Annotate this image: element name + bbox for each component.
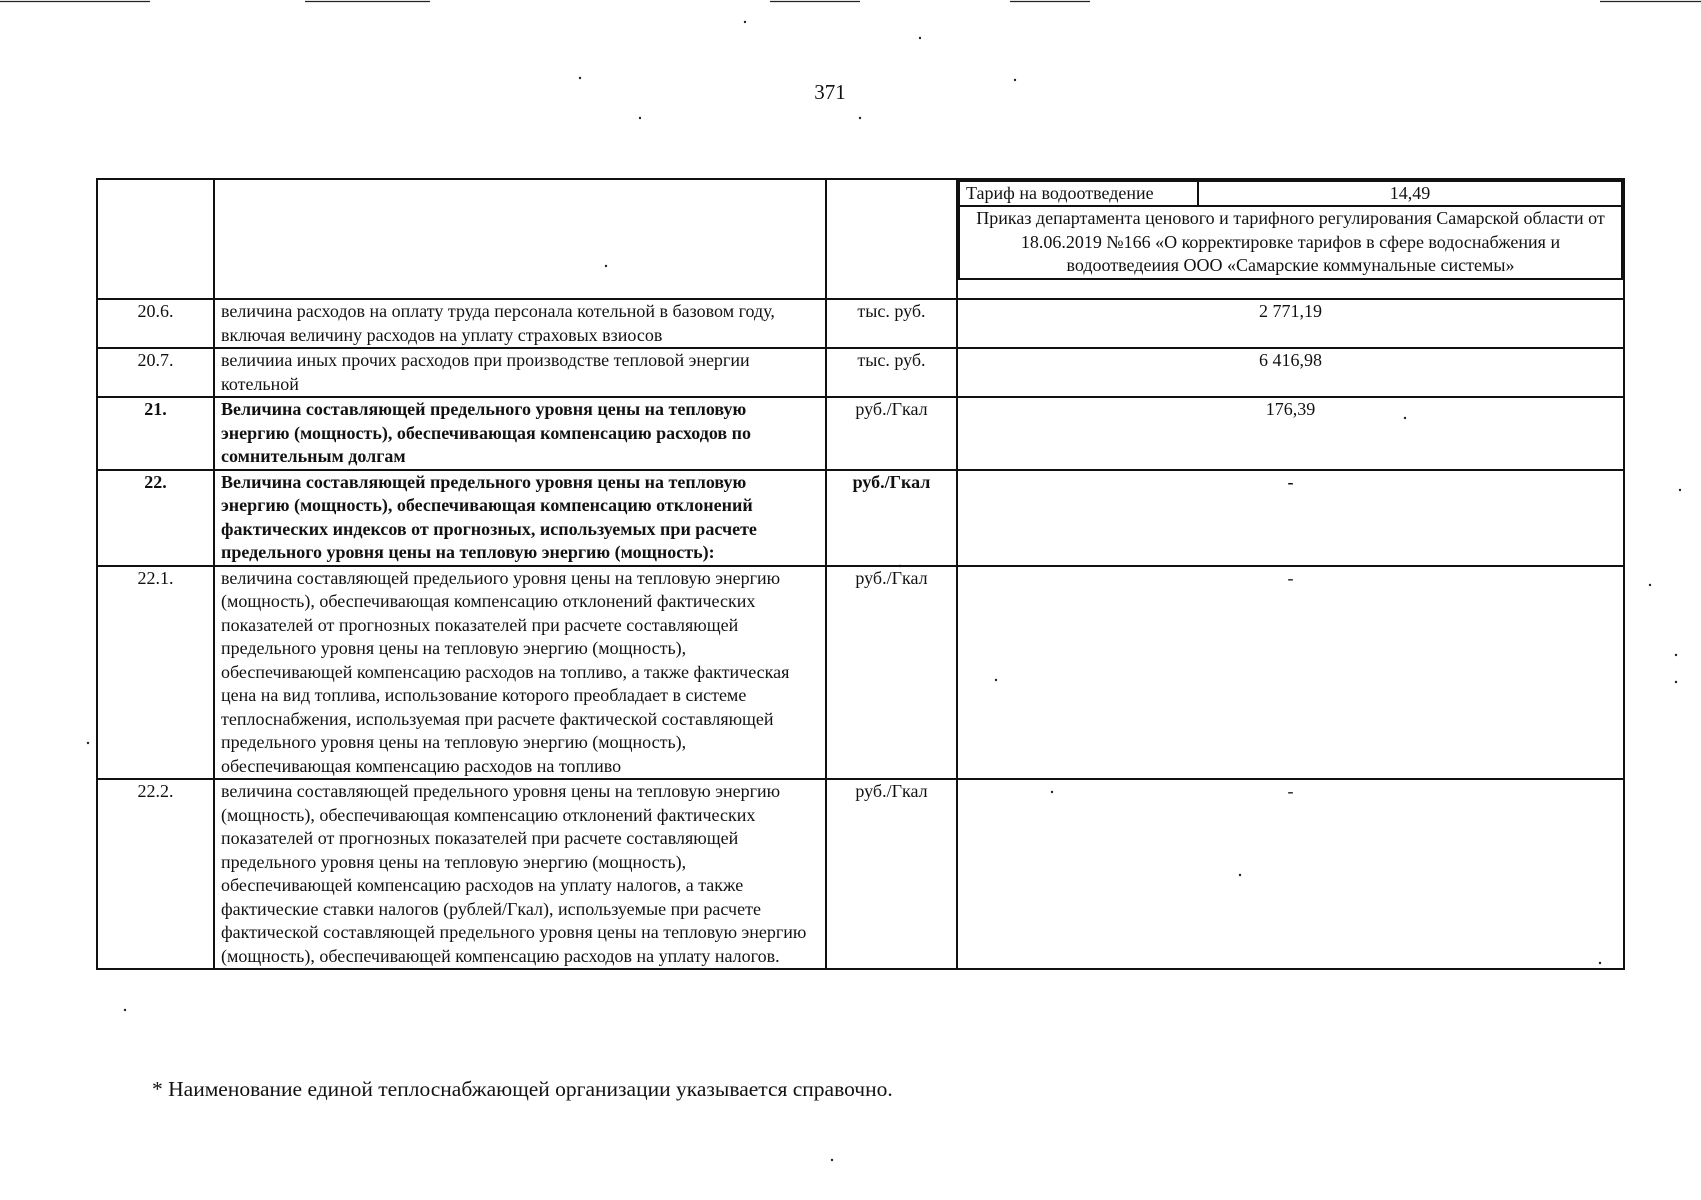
row-unit: руб./Гкал bbox=[826, 470, 957, 566]
table-row bbox=[97, 470, 1624, 566]
header-empty-num bbox=[97, 179, 214, 299]
row-number: 22. bbox=[97, 470, 214, 566]
row-value: - bbox=[957, 779, 1624, 969]
row-unit: руб./Гкал bbox=[826, 397, 957, 470]
table-row bbox=[97, 397, 1624, 470]
row-description: Величина составляющей предельного уровня цены на тепловую энергию (мощность), обеспечивающая компенсацию расходов по сомнительным долгам bbox=[214, 397, 826, 470]
tariff-value: 14,49 bbox=[1198, 181, 1622, 206]
row-unit: тыс. руб. bbox=[826, 299, 957, 348]
row-description: Величина составляющей предельного уровня цены на тепловую энергию (мощность), обеспечивающая компенсацию отклонений фактических индексов от прогнозных, используемых при расчете предельного уровня цены на тепловую энергию (мощность): bbox=[214, 470, 826, 566]
row-number: 20.7. bbox=[97, 348, 214, 397]
row-value: 176,39 bbox=[957, 397, 1624, 470]
row-unit: тыс. руб. bbox=[826, 348, 957, 397]
row-description: величииа иных прочих расходов при производстве тепловой энергии котельной bbox=[214, 348, 826, 397]
table-header-row bbox=[97, 179, 1624, 299]
header-empty-desc bbox=[214, 179, 826, 299]
header-empty-unit bbox=[826, 179, 957, 299]
table-row bbox=[97, 299, 1624, 348]
row-number: 22.1. bbox=[97, 566, 214, 780]
order-row bbox=[959, 206, 1622, 279]
row-value: - bbox=[957, 470, 1624, 566]
table-row bbox=[97, 779, 1624, 969]
page-number: 371 bbox=[814, 80, 846, 104]
table-row bbox=[97, 566, 1624, 780]
row-number: 22.2. bbox=[97, 779, 214, 969]
row-unit: руб./Гкал bbox=[826, 566, 957, 780]
header-tariff-cell bbox=[957, 179, 1624, 299]
row-description: величина составляющей предельиого уровня цены на тепловую энергию (мощность), обеспечивающая компенсацию отклонений фактических показателей от прогнозных показателей при расчете составляющей предельного уровня цены на тепловую энергию (мощность), обеспечивающей компенсацию расходов на топливо, а также фактическая цена на вид топлива, использование которого преобладает в системе теплоснабжения, используемая при расчете фактической составляющей предельного уровня цены на тепловую энергию (мощность), обеспечивающая компенсацию расходов на топливо bbox=[214, 566, 826, 780]
row-number: 20.6. bbox=[97, 299, 214, 348]
footnote: * Наименование единой теплоснабжающей организации указывается справочно. bbox=[152, 1077, 893, 1101]
table-row bbox=[97, 348, 1624, 397]
tariff-subtable bbox=[958, 180, 1623, 280]
tariff-table bbox=[96, 178, 1625, 970]
row-value: - bbox=[957, 566, 1624, 780]
row-value: 2 771,19 bbox=[957, 299, 1624, 348]
order-text: Приказ департамента ценового и тарифного регулирования Самарской области от 18.06.2019 №166 «О корректировке тарифов в сфере водоснабжения и водоотведеиия ООО «Самарские коммунальные системы» bbox=[959, 206, 1622, 279]
row-description: величина расходов на оплату труда персонала котельной в базовом году, включая величину расходов на уплату страховых взиосов bbox=[214, 299, 826, 348]
row-unit: руб./Гкал bbox=[826, 779, 957, 969]
row-description: величина составляющей предельного уровня цены на тепловую энергию (мощность), обеспечивающая компенсацию отклонений фактических показателей от прогнозных показателей при расчете составляющей предельного уровня цены на тепловую энергию (мощность), обеспечивающей компенсацию расходов на уплату налогов, а также фактические ставки налогов (рублей/Гкал), используемые при расчете фактической составляющей предельного уровня цены на тепловую энергию (мощность), обеспечивающей компенсацию расходов на уплату налогов. bbox=[214, 779, 826, 969]
tariff-row bbox=[959, 181, 1622, 206]
row-number: 21. bbox=[97, 397, 214, 470]
row-value: 6 416,98 bbox=[957, 348, 1624, 397]
tariff-label: Тариф на водоотведение bbox=[959, 181, 1198, 206]
